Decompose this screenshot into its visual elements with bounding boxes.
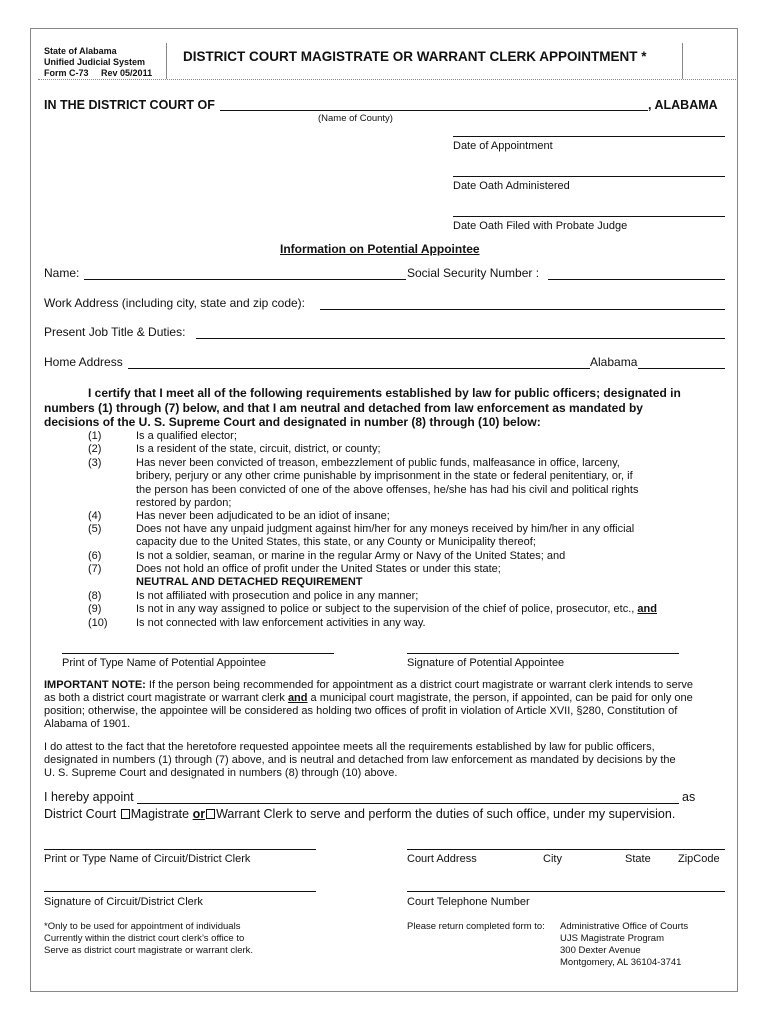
req-text [136, 603, 657, 615]
req-text: Does not have any unpaid judgment against him/her for any moneys received by him/her in any official [136, 523, 635, 535]
attest-line-2: designated in numbers (1) through (7) above, and is neutral and detached from law enforcement as mandated by decisions by the [44, 754, 676, 766]
date-oath-filed-line[interactable] [453, 216, 725, 217]
work-address-input-line[interactable] [320, 309, 725, 310]
req-number: (6) [88, 550, 102, 562]
important-note-text: a municipal court magistrate, the person, if appointed, can be paid for only one [307, 692, 693, 704]
agency-name: State of Alabama [44, 46, 117, 56]
req-text: Has never been adjudicated to be an idiot of insane; [136, 510, 390, 522]
req-text: Is not affiliated with prosecution and police in any manner; [136, 590, 419, 602]
header-divider [166, 43, 167, 79]
district-court-text: District Court [44, 807, 117, 821]
certification-line-1: I certify that I meet all of the following requirements established by law for public officers; designated in [88, 386, 681, 400]
court-suffix: , ALABAMA [648, 98, 718, 112]
warrant-clerk-checkbox[interactable] [206, 809, 215, 819]
important-note-line-3: position; otherwise, the appointee will be considered as holding two offices of profit in violation of Article XVII, §280, Constitution of [44, 705, 678, 717]
header-divider [682, 43, 683, 79]
court-address-line[interactable] [407, 849, 725, 850]
court-phone-line[interactable] [407, 891, 725, 892]
req-text: capacity due to the United States, this state, or any County or Municipality thereof; [136, 536, 536, 548]
magistrate-text: Magistrate [130, 807, 190, 821]
appoint-as: as [682, 790, 696, 804]
clerk-signature-line[interactable] [44, 891, 316, 892]
important-note-line-4: Alabama of 1901. [44, 718, 131, 730]
important-note-line-2 [44, 692, 693, 704]
form-title: DISTRICT COURT MAGISTRATE OR WARRANT CLERK APPOINTMENT * [183, 49, 647, 64]
req-text: Is not a soldier, seaman, or marine in the regular Army or Navy of the United States; and [136, 550, 566, 562]
clerk-print-name-label: Print or Type Name of Circuit/District Clerk [44, 853, 251, 865]
court-address-label: Court Address [407, 853, 477, 865]
date-of-appointment-label: Date of Appointment [453, 140, 553, 152]
return-address-line-1: Administrative Office of Courts [560, 921, 689, 932]
req-number: (10) [88, 617, 108, 629]
job-title-label: Present Job Title & Duties: [44, 325, 186, 339]
agency-system: Unified Judicial System [44, 57, 146, 67]
certification-line-2: numbers (1) through (7) below, and that I am neutral and detached from law enforcement as mandated by [44, 401, 643, 415]
req-number: (1) [88, 430, 102, 442]
home-state: Alabama [590, 355, 638, 369]
req-text: Has never been convicted of treason, embezzlement of public funds, malfeasance in office, larceny, [136, 457, 620, 469]
footnote-line-3: Serve as district court magistrate or warrant clerk. [44, 945, 254, 956]
ssn-input-line[interactable] [548, 279, 725, 280]
appointee-signature-line[interactable] [407, 653, 679, 654]
county-input-line[interactable] [220, 110, 648, 111]
appointee-print-name-line[interactable] [62, 653, 334, 654]
zip-label: ZipCode [678, 853, 720, 865]
important-note-text: as both a district court magistrate or warrant clerk [44, 692, 288, 704]
return-to-label: Please return completed form to: [407, 921, 545, 932]
req-and: and [637, 603, 657, 615]
important-note-and: and [287, 692, 308, 704]
home-zip-input-line[interactable] [638, 368, 725, 369]
req-number: (9) [88, 603, 102, 615]
req-text: Is a qualified elector; [136, 430, 237, 442]
appoint-prefix: I hereby appoint [44, 790, 134, 804]
req-text: Is not connected with law enforcement activities in any way. [136, 617, 426, 629]
req-text: restored by pardon; [136, 497, 232, 509]
form-header [38, 43, 738, 79]
court-prefix: IN THE DISTRICT COURT OF [44, 98, 215, 112]
home-address-label: Home Address [44, 355, 123, 369]
work-address-label: Work Address (including city, state and zip code): [44, 296, 306, 310]
state-label: State [625, 853, 651, 865]
date-oath-administered-label: Date Oath Administered [453, 180, 570, 192]
or-text: or [192, 807, 206, 821]
appoint-office-line [44, 807, 675, 821]
name-label: Name: [44, 266, 80, 280]
return-address-line-2: UJS Magistrate Program [560, 933, 665, 944]
city-label: City [543, 853, 562, 865]
req-text: Does not hold an office of profit under the United States or under this state; [136, 563, 501, 575]
date-of-appointment-line[interactable] [453, 136, 725, 137]
home-address-input-line[interactable] [128, 368, 590, 369]
req-number: (4) [88, 510, 102, 522]
header-bottom-rule [38, 79, 738, 80]
name-input-line[interactable] [84, 279, 406, 280]
date-oath-filed-label: Date Oath Filed with Probate Judge [453, 220, 628, 232]
req-text: the person has been convicted of one of the above offenses, he/she has had his civil and political rights [136, 484, 639, 496]
attest-line-1: I do attest to the fact that the heretofore requested appointee meets all the requirements established by law for public officers, [44, 741, 655, 753]
form-number [44, 68, 152, 79]
return-address-line-4: Montgomery, AL 36104-3741 [560, 957, 682, 968]
req-number: (2) [88, 443, 102, 455]
ssn-label: Social Security Number : [407, 266, 540, 280]
req-text: bribery, perjury or any other crime punishable by imprisonment in the state or federal penitentiary, or, if [136, 470, 633, 482]
return-address-line-3: 300 Dexter Avenue [560, 945, 641, 956]
county-caption: (Name of County) [318, 113, 393, 124]
attest-line-3: U. S. Supreme Court and designated in numbers (8) through (10) above. [44, 767, 398, 779]
clerk-print-name-line[interactable] [44, 849, 316, 850]
appointee-name-line[interactable] [137, 803, 679, 804]
req-number: (5) [88, 523, 102, 535]
appointee-signature-label: Signature of Potential Appointee [407, 657, 565, 669]
certification-line-3: decisions of the U. S. Supreme Court and designated in number (8) through (10) below: [44, 415, 541, 429]
job-title-input-line[interactable] [196, 338, 725, 339]
magistrate-checkbox[interactable] [121, 809, 130, 819]
court-phone-label: Court Telephone Number [407, 896, 530, 908]
footnote-line-2: Currently within the district court clerk’s office to [44, 933, 245, 944]
important-note-line-1 [44, 679, 693, 691]
section-heading: Information on Potential Appointee [280, 242, 480, 256]
appointee-print-name-label: Print of Type Name of Potential Appointee [62, 657, 267, 669]
req-number: (8) [88, 590, 102, 602]
req-number: (7) [88, 563, 102, 575]
important-note-text: If the person being recommended for appointment as a district court magistrate or warrant clerk intends to serve [145, 679, 694, 691]
warrant-clerk-text: Warrant Clerk to serve and perform the duties of such office, under my supervision. [216, 807, 676, 821]
date-oath-administered-line[interactable] [453, 176, 725, 177]
footnote-line-1: *Only to be used for appointment of individuals [44, 921, 241, 932]
form-revision: Rev 05/2011 [101, 68, 153, 78]
important-note-label: IMPORTANT NOTE: [44, 679, 146, 691]
form-id: Form C-73 [44, 68, 89, 78]
neutral-detached-heading: NEUTRAL AND DETACHED REQUIREMENT [136, 576, 363, 588]
req-text-main: Is not in any way assigned to police or subject to the supervision of the chief of police, prosecutor, etc., [136, 603, 635, 615]
req-number: (3) [88, 457, 102, 469]
clerk-signature-label: Signature of Circuit/District Clerk [44, 896, 203, 908]
req-text: Is a resident of the state, circuit, district, or county; [136, 443, 381, 455]
